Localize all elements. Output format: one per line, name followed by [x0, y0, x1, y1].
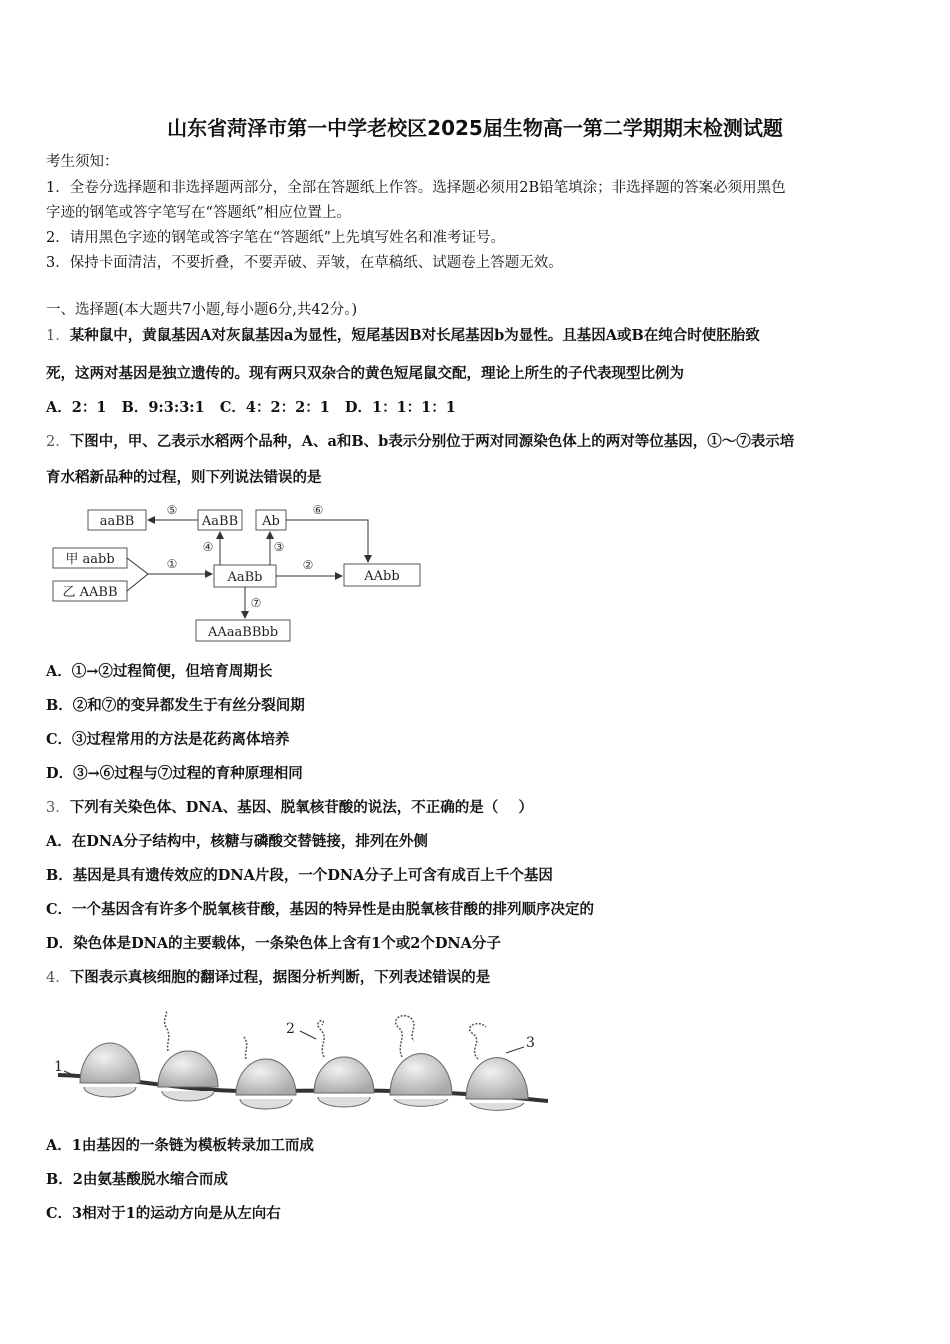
label-1: 1 [54, 1059, 63, 1075]
q1-stem-b: 死，这两对基因是独立遗传的。现有两只双杂合的黄色短尾鼠交配，理论上所生的子代表现型比例为 [46, 365, 684, 382]
ribosome-small-1 [84, 1087, 136, 1097]
q2-number: 2． [46, 434, 70, 450]
translation-diagram [48, 1005, 558, 1115]
notice-heading: 考生须知： [46, 154, 119, 170]
step-label-5: ⑤ [166, 503, 178, 517]
breeding-diagram [48, 500, 428, 645]
ribosome-3 [236, 1059, 296, 1095]
ribosomes [80, 1043, 528, 1110]
q3-option-c: C．一个基因含有许多个脱氧核苷酸，基因的特异性是由脱氧核苷酸的排列顺序决定的 [46, 901, 595, 918]
step-label-3: ③ [273, 540, 285, 554]
notice-item-1b: 字迹的钢笔或答字笔写在“答题纸”相应位置上。 [46, 205, 351, 221]
section-heading: 一、选择题(本大题共7小题,每小题6分,共42分。) [46, 302, 358, 318]
q3-stem-line [46, 798, 908, 818]
ribosome-1 [80, 1043, 140, 1083]
q2-stem-b: 育水稻新品种的过程，则下列说法错误的是 [46, 469, 322, 486]
q4-number: 4． [46, 970, 70, 986]
label-AaBb: AaBb [227, 570, 263, 585]
q2-option-a: A．①→②过程简便，但培育周期长 [46, 663, 273, 680]
ribosome-small-6 [470, 1103, 524, 1110]
leader-line-2 [300, 1031, 316, 1039]
ribosome-small-4 [318, 1097, 370, 1107]
q2-option-b: B．②和⑦的变异都发生于有丝分裂间期 [46, 697, 305, 714]
q1-stem-line1 [46, 326, 908, 346]
q4-stem: 下图表示真核细胞的翻译过程，据图分析判断，下列表述错误的是 [69, 969, 491, 986]
ribosome-2 [158, 1051, 218, 1087]
notice-item-3: 3．保持卡面清洁，不要折叠，不要弄破、弄皱，在草稿纸、试题卷上答题无效。 [46, 255, 563, 271]
q3-number: 3． [46, 800, 70, 816]
step-label-6: ⑥ [312, 503, 324, 517]
page-title: 山东省菏泽市第一中学老校区2025届生物高一第二学期期末检测试题 [167, 116, 783, 140]
label-yi: 乙 AABB [62, 585, 118, 600]
merge-bracket [127, 558, 148, 591]
ribosome-6 [466, 1058, 528, 1099]
label-3: 3 [526, 1035, 535, 1051]
notice-item-2: 2．请用黑色字迹的钢笔或答字笔在“答题纸”上先填写姓名和准考证号。 [46, 230, 506, 246]
leader-line-3 [506, 1047, 524, 1053]
label-aaBB: aaBB [99, 514, 135, 529]
label-AaBB: AaBB [201, 514, 239, 529]
q1-options: A．2：1 B．9:3:3:1 C．4：2：2：1 D．1：1：1：1 [46, 399, 456, 416]
q3-option-d: D．染色体是DNA的主要载体，一条染色体上含有1个或2个DNA分子 [46, 935, 501, 952]
ribosome-small-5 [394, 1099, 448, 1106]
label-2: 2 [286, 1021, 295, 1037]
q4-option-a: A．1由基因的一条链为模板转录加工而成 [46, 1137, 314, 1154]
step-label-1: ① [166, 557, 178, 571]
step-label-4: ④ [202, 540, 214, 554]
ribosome-small-2 [162, 1091, 214, 1101]
label-jia: 甲 aabb [65, 552, 115, 567]
ribosome-5 [390, 1054, 452, 1095]
label-Ab: Ab [262, 514, 280, 529]
label-AAaaBBbb: AAaaBBbb [207, 625, 279, 640]
arrow-6 [286, 520, 368, 562]
step-label-2: ② [302, 558, 314, 572]
q3-option-a: A．在DNA分子结构中，核糖与磷酸交替链接，排列在外侧 [46, 833, 428, 850]
q3-option-b: B．基因是具有遗传效应的DNA片段，一个DNA分子上可含有成百上千个基因 [46, 867, 553, 884]
step-label-7: ⑦ [250, 596, 262, 610]
q2-stem-a: 下图中，甲、乙表示水稻两个品种，A、a和B、b表示分别位于两对同源染色体上的两对等位基因，①～⑦表示培 [69, 433, 795, 450]
q4-stem-line [46, 968, 908, 988]
q4-option-c: C．3相对于1的运动方向是从左向右 [46, 1205, 281, 1222]
ribosome-small-3 [240, 1099, 292, 1109]
q4-option-b: B．2由氨基酸脱水缩合而成 [46, 1171, 228, 1188]
q2-option-c: C．③过程常用的方法是花药离体培养 [46, 731, 290, 748]
peptide-chains [165, 1011, 486, 1059]
q2-option-d: D．③→⑥过程与⑦过程的育种原理相同 [46, 765, 303, 782]
q2-stem-line1 [46, 432, 908, 452]
notice-item-1a: 1．全卷分选择题和非选择题两部分，全部在答题纸上作答。选择题必须用2B铅笔填涂；非选择题的答案必须用黑色 [46, 180, 786, 196]
q3-stem: 下列有关染色体、DNA、基因、脱氧核苷酸的说法，不正确的是（ ） [69, 799, 534, 816]
q1-stem-a: 某种鼠中，黄鼠基因A对灰鼠基因a为显性，短尾基因B对长尾基因b为显性。且基因A或B在纯合时使胚胎致 [69, 327, 760, 344]
ribosome-4 [314, 1057, 374, 1093]
label-AAbb: AAbb [364, 569, 400, 584]
q1-number: 1． [46, 328, 70, 344]
